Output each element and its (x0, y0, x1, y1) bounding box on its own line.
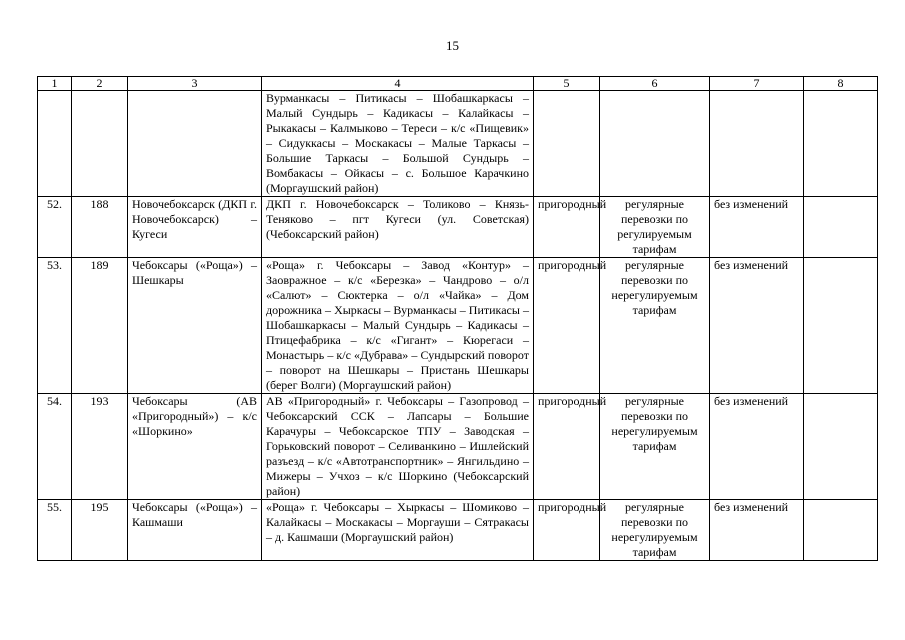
table-row (38, 500, 878, 561)
route-status: без изменений (710, 500, 804, 561)
route-name (128, 91, 262, 197)
route-name: Чебоксары (АВ «Пригородный») – к/с «Шоркино» (128, 394, 262, 500)
transport-mode: регулярные перевозки по нерегулируемым тарифам (600, 500, 710, 561)
route-number: 195 (72, 500, 128, 561)
route-name: Чебоксары («Роща») – Кашмаши (128, 500, 262, 561)
header-cell: 3 (128, 77, 262, 91)
row-number: 55. (38, 500, 72, 561)
table-row (38, 197, 878, 258)
header-row (38, 77, 878, 91)
header-cell: 5 (534, 77, 600, 91)
route-number: 193 (72, 394, 128, 500)
route-path: АВ «Пригородный» г. Чебоксары – Газопровод – Чебоксарский ССК – Лапсары – Большие Карачуры – Чебоксарское ТПУ – Заводская – Горьковский поворот – Селиванкино – Ишлейский разъезд – к/с «Автотранспортник» – Янгильдино – Мижеры – Учхоз – к/с Шоркино (Чебоксарский район) (262, 394, 534, 500)
route-type: пригородный (534, 500, 600, 561)
route-number: 189 (72, 258, 128, 394)
route-path: «Роща» г. Чебоксары – Завод «Контур» – Заовражное – к/с «Березка» – Чандрово – о/л «Салют» – Сюктерка – о/л «Чайка» – Дом дорожника – Хыркасы – Вурманкасы – Питикасы – Шобашкаркасы – Малый Сундырь – Кадикасы – Птицефабрика – к/с «Гигант» – Кюрегаси – Монастырь – к/с «Дубрава» – Сундырский поворот – поворот на Шешкары – Пристань Шешкары (берег Волги) (Моргаушский район) (262, 258, 534, 394)
route-number (72, 91, 128, 197)
table-row (38, 91, 878, 197)
route-type: пригородный (534, 394, 600, 500)
route-path: Вурманкасы – Питикасы – Шобашкаркасы – Малый Сундырь – Кадикасы – Калайкасы – Рыкакасы – Калмыково – Тереси – к/с «Пищевик» – Сидуккасы – Москакасы – Малые Таркасы – Большие Таркасы – Большой Сундырь – Вомбакасы – Ойкасы – с. Большое Карачкино (Моргаушский район) (262, 91, 534, 197)
table-row (38, 258, 878, 394)
row-number: 53. (38, 258, 72, 394)
header-cell: 7 (710, 77, 804, 91)
row-number: 54. (38, 394, 72, 500)
route-status: без изменений (710, 258, 804, 394)
extra-cell (804, 258, 878, 394)
route-path: «Роща» г. Чебоксары – Хыркасы – Шомиково – Калайкасы – Москакасы – Моргауши – Сятракасы – д. Кашмаши (Моргаушский район) (262, 500, 534, 561)
route-status (710, 91, 804, 197)
row-number (38, 91, 72, 197)
route-type: пригородный (534, 258, 600, 394)
route-name: Чебоксары («Роща») – Шешкары (128, 258, 262, 394)
extra-cell (804, 500, 878, 561)
transport-mode (600, 91, 710, 197)
route-type (534, 91, 600, 197)
extra-cell (804, 394, 878, 500)
header-cell: 4 (262, 77, 534, 91)
route-path: ДКП г. Новочебоксарск – Толиково – Князь-Теняково – пгт Кугеси (ул. Советская) (Чебоксарский район) (262, 197, 534, 258)
transport-mode: регулярные перевозки по нерегулируемым тарифам (600, 394, 710, 500)
transport-mode: регулярные перевозки по нерегулируемым тарифам (600, 258, 710, 394)
header-cell: 2 (72, 77, 128, 91)
header-cell: 1 (38, 77, 72, 91)
extra-cell (804, 91, 878, 197)
routes-table (37, 76, 878, 561)
header-cell: 6 (600, 77, 710, 91)
transport-mode: регулярные перевозки по регулируемым тарифам (600, 197, 710, 258)
route-number: 188 (72, 197, 128, 258)
route-name: Новочебоксарск (ДКП г. Новочебоксарск) – Кугеси (128, 197, 262, 258)
route-status: без изменений (710, 197, 804, 258)
page-number: 15 (446, 38, 459, 53)
row-number: 52. (38, 197, 72, 258)
route-type: пригородный (534, 197, 600, 258)
extra-cell (804, 197, 878, 258)
table-row (38, 394, 878, 500)
route-status: без изменений (710, 394, 804, 500)
header-cell: 8 (804, 77, 878, 91)
